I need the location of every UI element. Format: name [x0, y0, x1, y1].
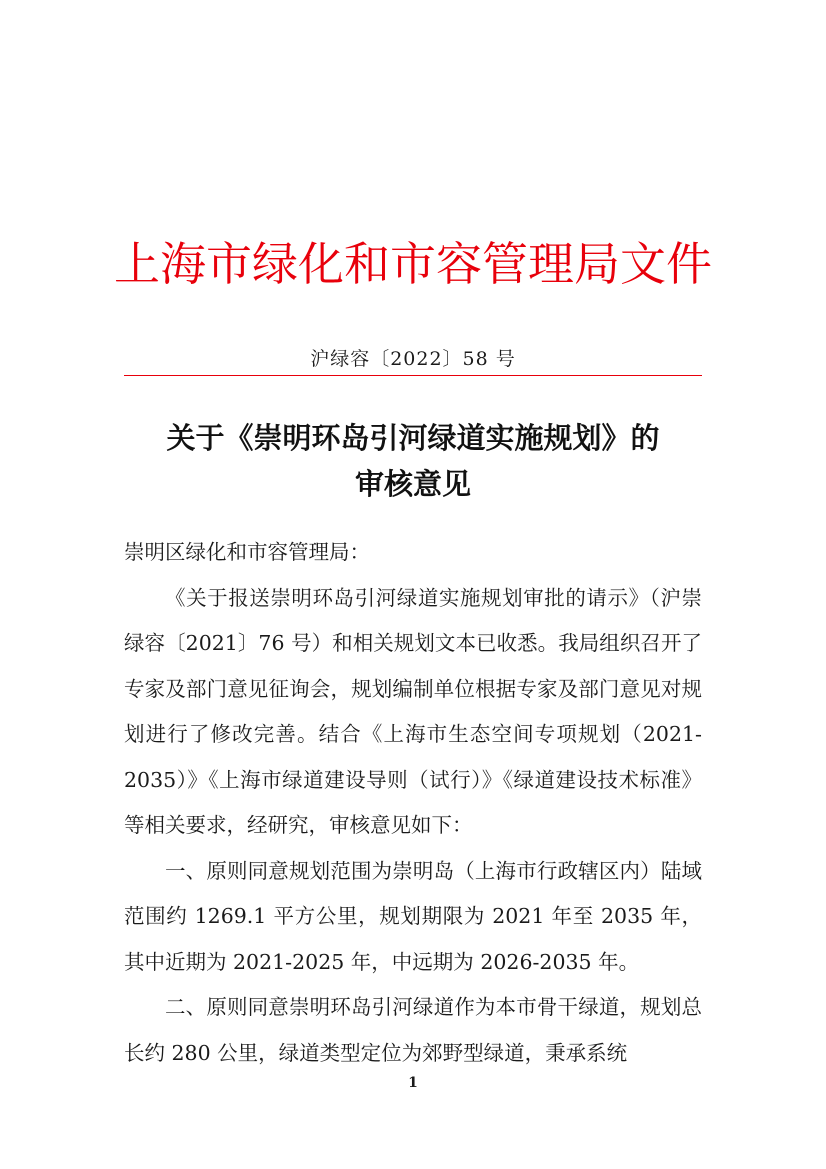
document-title-line-1: 关于《崇明环岛引河绿道实施规划》的 — [166, 421, 660, 455]
page-number: 1 — [408, 1075, 418, 1091]
body-paragraph-3: 二、原则同意崇明环岛引河绿道作为本市骨干绿道，规划总长约 280 公里，绿道类型定位为郊野型绿道，秉承系统 — [124, 995, 702, 1065]
body-paragraph-1: 《关于报送崇明环岛引河绿道实施规划审批的请示》（沪崇绿容〔2021〕76 号）和相关规划文本已收悉。我局组织召开了专家及部门意见征询会，规划编制单位根据专家及部门意见对规划进行了修改完善。结合《上海市生态空间专项规划（2021-2035）》《上海市绿道建设导则（试行）》《绿道建设技术标准》等相关要求，经研究，审核意见如下： — [124, 585, 702, 837]
salutation: 崇明区绿化和市容管理局： — [124, 540, 370, 564]
body-paragraph-2: 一、原则同意规划范围为崇明岛（上海市行政辖区内）陆域范围约 1269.1 平方公里，规划期限为 2021 年至 2035 年，其中近期为 2021-2025 年，中远期为 2026-2035 年。 — [124, 858, 702, 974]
document-title — [0, 415, 826, 507]
document-body — [124, 530, 702, 1076]
issuer-title: 上海市绿化和市容管理局文件 — [114, 237, 712, 291]
document-title-line-2: 审核意见 — [354, 467, 471, 501]
red-divider-line — [124, 375, 702, 376]
document-number: 沪绿容〔2022〕58 号 — [310, 348, 516, 370]
